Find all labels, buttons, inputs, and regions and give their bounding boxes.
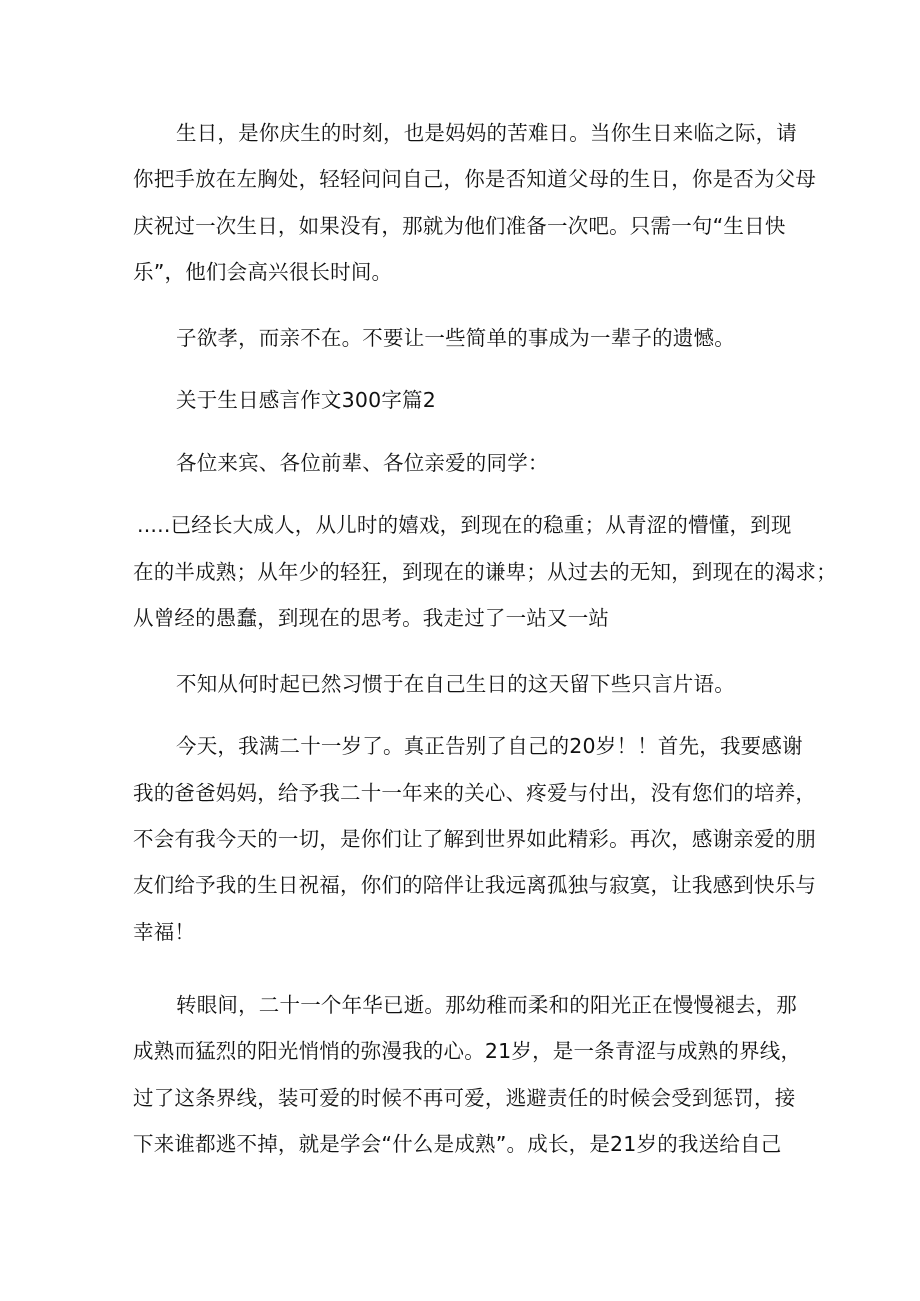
paragraph-7-line-4: 友们给予我的生日祝福，你们的陪伴让我远离孤独与寂寞，让我感到快乐与 — [133, 873, 817, 897]
paragraph-1-line-3: 庆祝过一次生日，如果没有，那就为他们准备一次吧。只需一句“生日快 — [133, 214, 786, 238]
paragraph-8-line-2: 成熟而猛烈的阳光悄悄的弥漫我的心。21岁，是一条青涩与成熟的界线， — [133, 1039, 802, 1063]
paragraph-1-line-1: 生日，是你庆生的时刻，也是妈妈的苦难日。当你生日来临之际，请 — [176, 121, 797, 145]
greeting-line: 各位来宾、各位前辈、各位亲爱的同学： — [176, 451, 549, 475]
paragraph-7-line-1: 今天，我满二十一岁了。真正告别了自己的20岁！！首先，我要感谢 — [176, 734, 803, 758]
paragraph-1-line-4: 乐”，他们会高兴很长时间。 — [133, 260, 393, 284]
paragraph-5-line-3: 从曾经的愚蠢，到现在的思考。我走过了一站又一站 — [133, 606, 610, 630]
paragraph-5-line-1: .....已经长大成人，从儿时的嬉戏，到现在的稳重；从青涩的懵懂，到现 — [137, 513, 792, 537]
paragraph-5-line-2: 在的半成熟；从年少的轻狂，到现在的谦卑；从过去的无知，到现在的渴求； — [133, 560, 837, 584]
paragraph-8-line-3: 过了这条界线，装可爱的时候不再可爱，逃避责任的时候会受到惩罚，接 — [133, 1086, 796, 1110]
paragraph-7-line-3: 不会有我今天的一切，是你们让了解到世界如此精彩。再次，感谢亲爱的朋 — [133, 827, 817, 851]
paragraph-2-line-1: 子欲孝，而亲不在。不要让一些简单的事成为一辈子的遗憾。 — [176, 326, 735, 350]
paragraph-7-line-5: 幸福！ — [133, 920, 196, 944]
paragraph-1-line-2: 你把手放在左胸处，轻轻问问自己，你是否知道父母的生日，你是否为父母 — [133, 167, 817, 191]
paragraph-8-line-4: 下来谁都逃不掉，就是学会“什么是成熟”。成长，是21岁的我送给自己 — [133, 1132, 782, 1156]
section-heading: 关于生日感言作文300字篇2 — [176, 388, 436, 412]
paragraph-8-line-1: 转眼间，二十一个年华已逝。那幼稚而柔和的阳光正在慢慢褪去，那 — [176, 993, 797, 1017]
paragraph-7-line-2: 我的爸爸妈妈，给予我二十一年来的关心、疼爱与付出，没有您们的培养， — [133, 781, 817, 805]
paragraph-6-line-1: 不知从何时起已然习惯于在自己生日的这天留下些只言片语。 — [176, 672, 735, 696]
